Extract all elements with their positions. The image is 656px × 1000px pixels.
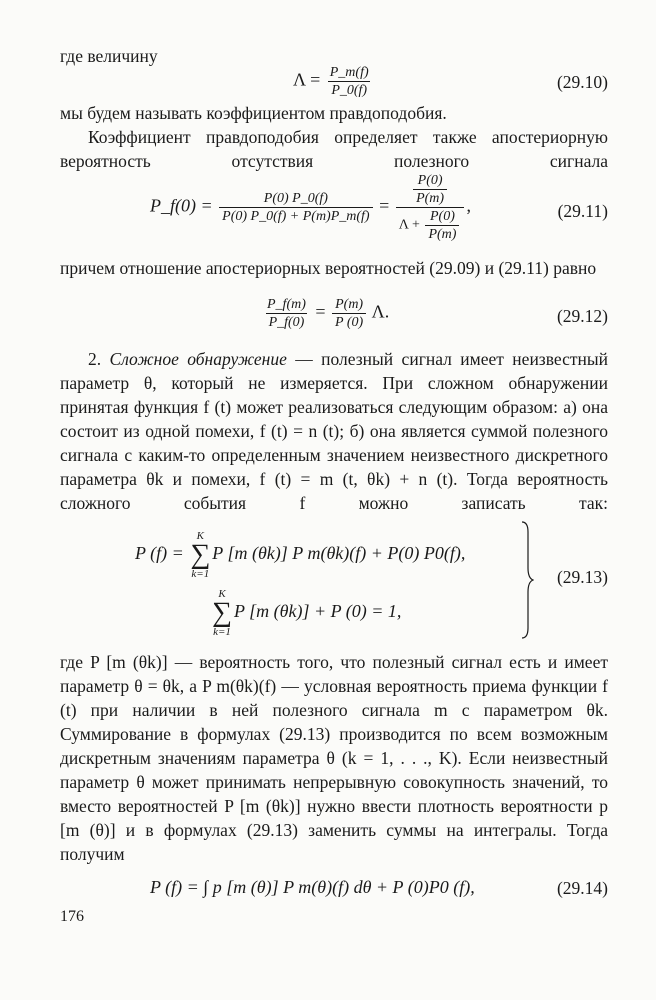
eq-29-11-lhs: P_f(0) =: [150, 195, 218, 216]
eq-29-11-comma: ,: [466, 195, 471, 216]
eq-29-12-num2: P(m): [335, 297, 364, 312]
eq-number-29-10: (29.10): [556, 72, 608, 92]
page-number: 176: [60, 908, 84, 925]
sum-sigma-2: ∑: [212, 597, 232, 628]
sum-sigma-1: ∑: [190, 539, 211, 570]
section-term: Сложное обнаружение: [109, 349, 287, 369]
sum-upper-1: K: [196, 530, 204, 542]
paragraph-ratio: причем отношение апостериорных вероятностей (29.09) и (29.11) равно: [60, 258, 597, 278]
paragraph-complex-body: — полезный сигнал имеет неизвестный параметр θ, который не измеряется. При сложном обнаружении принятая функция f (t) может реализоваться следующим образом: а) она состоит из одной помехи, f (t) = n (t); б) она является суммой полезного сигнала с каким-то определенным значением неизвестного дискретного параметра θk и помехи, f (t) = m (t, θk) + n (t). Тогда вероятность сложного события f можно записать так:: [60, 349, 608, 513]
eq-29-11-inner-den: P(m): [413, 189, 447, 207]
eq-29-12-tail: Λ.: [368, 301, 390, 322]
sum-lower-1: k=1: [191, 568, 210, 580]
eq-29-12-den2: P (0): [332, 313, 366, 331]
eq-29-12-num1: P_f(m): [267, 297, 306, 312]
eq-number-29-11: (29.11): [557, 201, 608, 221]
eq-29-11-inner-den-2: P(m): [425, 225, 459, 243]
equation-29-14: P (f) = ∫ p [m (θ)] P m(θ)(f) dθ + P (0)P0 (f),: [150, 877, 475, 897]
eq-29-13-line1-rhs: P [m (θk)] P m(θk)(f) + P(0) P0(f),: [212, 543, 466, 564]
equation-29-10: [293, 64, 374, 99]
paragraph-where: где P [m (θk)] — вероятность того, что полезный сигнал есть и имеет параметр θ = θk, а P m(θk)(f) — условная вероятность приема функции f (t) при наличии в ней полезного сигнала m с параметром θk. Суммирование в формулах (29.13) производится по всем возможным дискретным значениям параметра θ (k = 1, . . ., K). Если неизвестный параметр θ может принимать непрерывную совокупность значений, то вместо вероятностей P [m (θk)] нужно ввести плотность вероятности p [m (θ)] и в формулах (29.13) заменить суммы на интегралы. Тогда получим: [60, 652, 608, 864]
equation-29-11: [150, 172, 471, 243]
equation-29-13-line2: [210, 588, 401, 638]
eq-29-12-den1: P_f(0): [266, 313, 308, 331]
eq-29-11-inner-num-2: P(0): [429, 209, 455, 224]
eq-29-11-equals: =: [374, 195, 394, 216]
eq-29-12-equals: =: [310, 301, 331, 322]
intro-line: где величину: [60, 46, 158, 66]
item-number: 2.: [88, 349, 102, 369]
eq-29-11-inner-num: P(0): [417, 173, 443, 188]
eq-29-10-denominator: P_0(f): [328, 81, 370, 99]
paragraph-complex-detection: [60, 347, 608, 515]
eq-29-13-lhs: P (f) =: [135, 543, 189, 564]
equation-29-13-line1: [135, 530, 465, 580]
eq-29-11-lambda: Λ +: [398, 217, 424, 233]
eq-number-29-14: (29.14): [556, 878, 608, 898]
sum-lower-2: k=1: [213, 626, 231, 638]
eq-29-10-numerator: P_m(f): [329, 65, 369, 80]
sum-upper-2: K: [218, 588, 226, 600]
sum-symbol-2: [212, 588, 232, 638]
likelihood-line: мы будем называть коэффициентом правдоподобия.: [60, 103, 447, 123]
eq-number-29-12: (29.12): [556, 306, 608, 326]
eq-29-11-numerator: P(0) P_0(f): [263, 191, 328, 206]
eq-29-10-lhs: Λ =: [293, 69, 325, 90]
eq-number-29-13: (29.13): [556, 567, 608, 587]
sum-symbol-1: [190, 530, 210, 580]
paragraph-posterior: Коэффициент правдоподобия определяет также апостериорную вероятность отсутствия полезного сигнала: [60, 127, 608, 171]
equation-29-12: [262, 296, 389, 331]
eq-29-11-denominator: P(0) P_0(f) + P(m)P_m(f): [219, 207, 372, 225]
eq-29-13-line2-rhs: P [m (θk)] + P (0) = 1,: [233, 601, 402, 622]
